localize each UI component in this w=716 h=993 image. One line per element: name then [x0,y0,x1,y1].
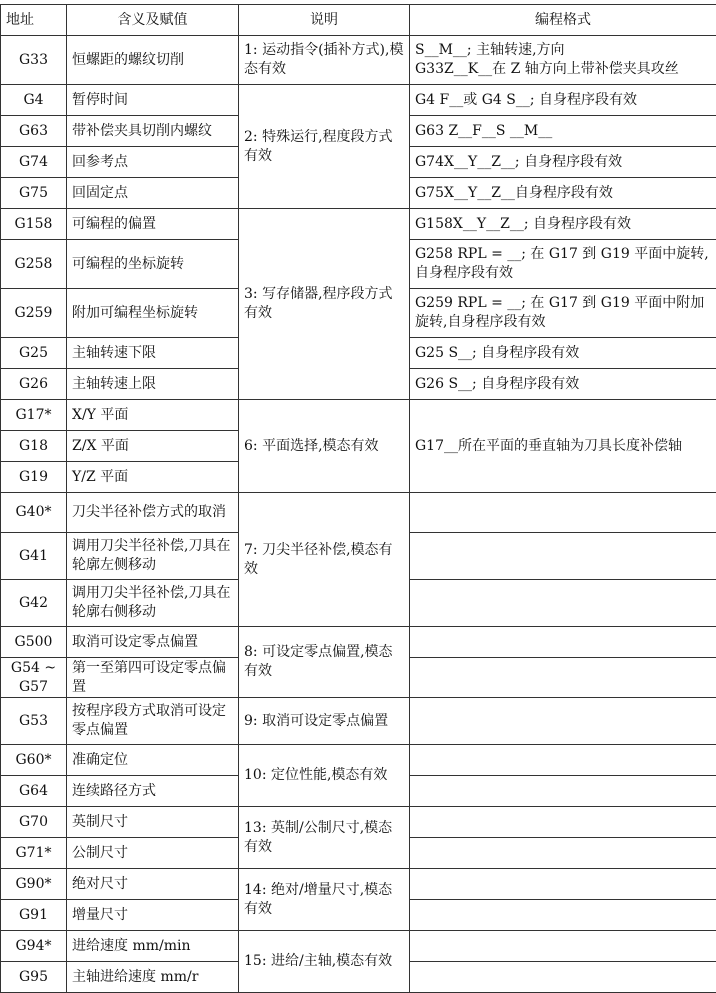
address-cell: G90* [1,869,67,900]
meaning-cell: 第一至第四可设定零点偏置 [67,658,239,698]
meaning-cell: Z/X 平面 [67,431,239,462]
table-row [1,869,716,900]
address-cell: G40* [1,493,67,533]
address-cell: G91 [1,900,67,931]
meaning-cell: 回固定点 [67,178,239,209]
meaning-cell: 暂停时间 [67,85,239,116]
format-cell: G17__所在平面的垂直轴为刀具长度补偿轴 [410,400,716,493]
description-cell: 15: 进给/主轴,模态有效 [239,931,410,993]
description-cell: 10: 定位性能,模态有效 [239,745,410,807]
meaning-cell: 附加可编程坐标旋转 [67,289,239,338]
format-cell [410,533,716,580]
format-cell [410,289,716,338]
format-cell [410,776,716,807]
address-cell: G42 [1,580,67,627]
address-cell: G19 [1,462,67,493]
description-cell: 14: 绝对/增量尺寸,模态有效 [239,869,410,931]
meaning-cell: 取消可设定零点偏置 [67,627,239,658]
address-cell: G33 [1,36,67,85]
format-cell [410,807,716,838]
table-body [1,36,716,993]
address-cell: G74 [1,147,67,178]
header-format: 编程格式 [410,5,716,36]
description-cell: 7: 刀尖半径补偿,模态有效 [239,493,410,627]
address-cell: G26 [1,369,67,400]
description-cell: 8: 可设定零点偏置,模态有效 [239,627,410,698]
meaning-cell: 主轴转速下限 [67,338,239,369]
header-description: 说明 [239,5,410,36]
address-cell: G17* [1,400,67,431]
format-cell [410,338,716,369]
meaning-cell: X/Y 平面 [67,400,239,431]
address-cell: G53 [1,698,67,745]
address-cell: G259 [1,289,67,338]
format-cell [410,900,716,931]
meaning-cell: Y/Z 平面 [67,462,239,493]
address-cell: G54 ~ G57 [1,658,67,698]
format-cell [410,580,716,627]
meaning-cell: 回参考点 [67,147,239,178]
format-cell [410,36,716,85]
meaning-cell: 准确定位 [67,745,239,776]
format-cell [410,369,716,400]
address-cell: G158 [1,209,67,240]
table-row [1,85,716,116]
format-line: G158X__Y__Z__; 自身程序段有效 [415,215,711,234]
format-cell [410,962,716,993]
address-cell: G18 [1,431,67,462]
description-cell: 13: 英制/公制尺寸,模态有效 [239,807,410,869]
format-line: G259 RPL = __; 在 G17 到 G19 平面中附加 [415,294,711,313]
address-cell: G41 [1,533,67,580]
table-row [1,807,716,838]
meaning-cell: 调用刀尖半径补偿,刀具在轮廓左侧移动 [67,533,239,580]
table-row [1,493,716,533]
address-cell: G60* [1,745,67,776]
format-line: G74X__Y__Z__; 自身程序段有效 [415,153,711,172]
meaning-cell: 刀尖半径补偿方式的取消 [67,493,239,533]
format-cell [410,931,716,962]
address-cell: G4 [1,85,67,116]
table-row [1,209,716,240]
table-row [1,931,716,962]
description-cell: 9: 取消可设定零点偏置 [239,698,410,745]
meaning-cell: 带补偿夹具切削内螺纹 [67,116,239,147]
header-address: 地址 [1,5,67,36]
table-row [1,400,716,431]
gcode-table [0,4,716,993]
format-cell [410,116,716,147]
format-line: G63 Z__F__S __M__ [415,122,711,141]
format-line: G26 S__; 自身程序段有效 [415,375,711,394]
meaning-cell: 绝对尺寸 [67,869,239,900]
format-cell [410,178,716,209]
table-row [1,36,716,85]
table-row [1,698,716,745]
meaning-cell: 进给速度 mm/min [67,931,239,962]
address-cell: G258 [1,240,67,289]
address-cell: G71* [1,838,67,869]
format-cell [410,869,716,900]
format-cell [410,658,716,698]
description-cell: 3: 写存储器,程序段方式有效 [239,209,410,400]
header-row [1,5,716,36]
address-cell: G95 [1,962,67,993]
meaning-cell: 主轴进给速度 mm/r [67,962,239,993]
meaning-cell: 调用刀尖半径补偿,刀具在轮廓右侧移动 [67,580,239,627]
format-cell [410,85,716,116]
address-cell: G500 [1,627,67,658]
address-cell: G63 [1,116,67,147]
table-row [1,627,716,658]
format-line: 自身程序段有效 [415,264,711,283]
meaning-cell: 公制尺寸 [67,838,239,869]
format-line: G75X__Y__Z__自身程序段有效 [415,184,711,203]
format-cell [410,493,716,533]
meaning-cell: 可编程的偏置 [67,209,239,240]
meaning-cell: 可编程的坐标旋转 [67,240,239,289]
format-line: G4 F__或 G4 S__; 自身程序段有效 [415,91,711,110]
format-cell [410,745,716,776]
format-cell [410,627,716,658]
format-cell [410,240,716,289]
format-cell [410,838,716,869]
format-line: S__M__; 主轴转速,方向 [415,41,711,60]
format-cell [410,209,716,240]
description-cell: 1: 运动指令(插补方式),模态有效 [239,36,410,85]
format-line: G25 S__; 自身程序段有效 [415,344,711,363]
header-meaning: 含义及赋值 [67,5,239,36]
meaning-cell: 主轴转速上限 [67,369,239,400]
format-line: G33Z__K__在 Z 轴方向上带补偿夹具攻丝 [415,60,711,79]
address-cell: G94* [1,931,67,962]
format-cell [410,698,716,745]
address-cell: G64 [1,776,67,807]
meaning-cell: 连续路径方式 [67,776,239,807]
meaning-cell: 恒螺距的螺纹切削 [67,36,239,85]
format-cell [410,147,716,178]
description-cell: 2: 特殊运行,程度段方式有效 [239,85,410,209]
format-line: G258 RPL = __; 在 G17 到 G19 平面中旋转, [415,245,711,264]
format-line: 旋转,自身程序段有效 [415,313,711,332]
address-cell: G25 [1,338,67,369]
meaning-cell: 按程序段方式取消可设定零点偏置 [67,698,239,745]
meaning-cell: 英制尺寸 [67,807,239,838]
address-cell: G70 [1,807,67,838]
meaning-cell: 增量尺寸 [67,900,239,931]
table-row [1,745,716,776]
description-cell: 6: 平面选择,模态有效 [239,400,410,493]
address-cell: G75 [1,178,67,209]
